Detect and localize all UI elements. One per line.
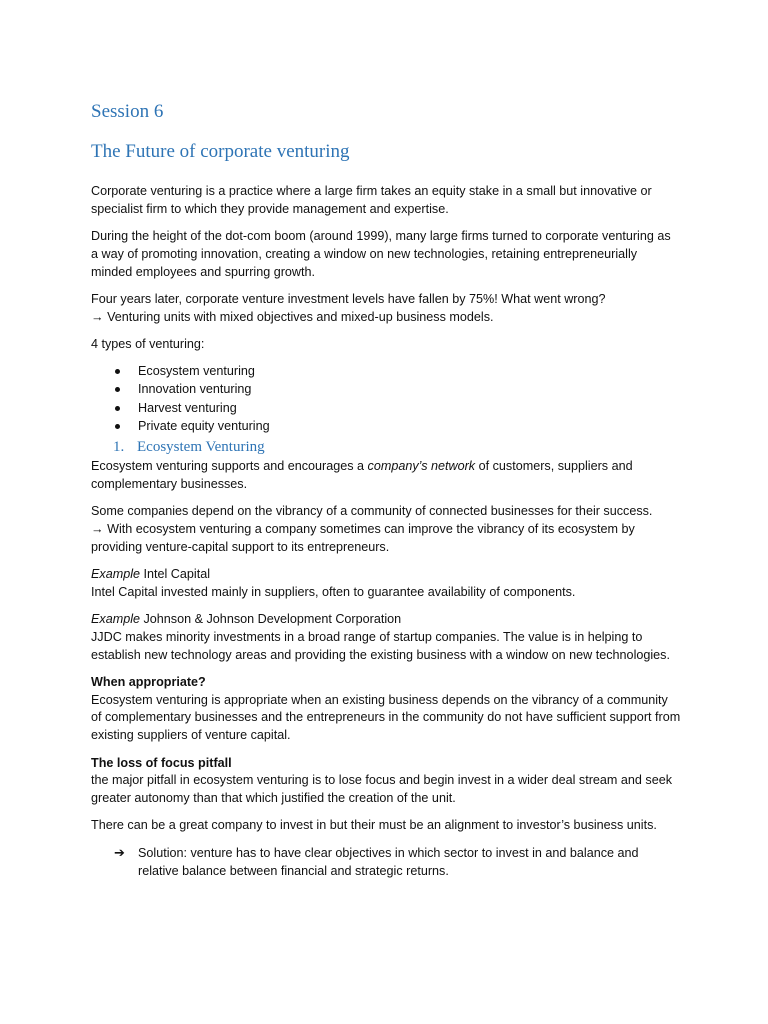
- arrow-right-icon: ➔: [114, 845, 125, 861]
- bullet-icon: [115, 369, 120, 374]
- example-label: Example: [91, 566, 140, 581]
- example-label: Example: [91, 611, 140, 626]
- loss-of-focus: [91, 755, 681, 808]
- list-item: Private equity venturing: [91, 417, 681, 436]
- company-network-emphasis: company’s network: [367, 458, 476, 473]
- when-appropriate-text: Ecosystem venturing is appropriate when an existing business depends on the vibrancy of a community of complementary businesses and the entrepreneurs in the community do not have sufficient support from existing suppliers of venture capital.: [91, 692, 681, 743]
- ecosystem-definition: Ecosystem venturing supports and encourages a company’s network of customers, suppliers and complementary businesses.: [91, 458, 633, 491]
- bullet-icon: [115, 387, 120, 392]
- intro-paragraph-2: During the height of the dot-com boom (around 1999), many large firms turned to corporate venturing as a way of promoting innovation, creating a window on new technologies, retaining entrepreneurially minded employees and spurring growth.: [91, 229, 671, 279]
- bullet-icon: [115, 406, 120, 411]
- venturing-types-list: [91, 362, 681, 436]
- document-page: [91, 100, 681, 880]
- ecosystem-vibrancy-paragraph: Some companies depend on the vibrancy of a community of connected businesses for their success. → With ecosystem venturing a company sometimes can improve the vibrancy of its ecosystem by providing venture-capital support to its entrepreneurs.: [91, 503, 653, 554]
- list-item: Ecosystem venturing: [91, 362, 681, 381]
- when-appropriate: [91, 674, 681, 745]
- loss-of-focus-heading: The loss of focus pitfall: [91, 755, 232, 770]
- alignment-paragraph: There can be a great company to invest in but their must be an alignment to investor’s business units.: [91, 818, 657, 833]
- example-jjdc: [91, 611, 681, 664]
- section-number: 1.: [113, 438, 125, 455]
- document-title: The Future of corporate venturing: [91, 141, 350, 162]
- bullet-icon: [115, 424, 120, 429]
- example-name: Johnson & Johnson Development Corporation: [140, 611, 402, 626]
- session-title: Session 6: [91, 101, 164, 122]
- intro-paragraph-1: Corporate venturing is a practice where a large firm takes an equity stake in a small but innovative or specialist firm to which they provide management and expertise.: [91, 184, 652, 216]
- solution-text: Solution: venture has to have clear objectives in which sector to invest in and balance and relative balance between financial and strategic returns.: [138, 845, 639, 878]
- example-text: Intel Capital invested mainly in suppliers, often to guarantee availability of components.: [91, 584, 576, 599]
- example-name: Intel Capital: [140, 566, 211, 581]
- types-label: 4 types of venturing:: [91, 337, 205, 352]
- list-item: Innovation venturing: [91, 380, 681, 399]
- section-heading-ecosystem: [91, 438, 681, 457]
- when-appropriate-heading: When appropriate?: [91, 674, 206, 689]
- example-text: JJDC makes minority investments in a broad range of startup companies. The value is in helping to establish new technology areas and providing the existing business with a window on new technologies.: [91, 629, 670, 662]
- intro-question: Four years later, corporate venture investment levels have fallen by 75%! What went wrong?: [91, 291, 606, 306]
- solution-item: [91, 845, 681, 881]
- intro-answer: → Venturing units with mixed objectives and mixed-up business models.: [91, 309, 494, 324]
- section-heading-text: Ecosystem Venturing: [137, 438, 265, 455]
- example-intel: [91, 566, 681, 602]
- list-item: Harvest venturing: [91, 399, 681, 418]
- intro-paragraph-3: [91, 291, 681, 327]
- loss-of-focus-text: the major pitfall in ecosystem venturing is to lose focus and begin invest in a wider deal stream and seek greater autonomy than that which justified the creation of the unit.: [91, 773, 673, 806]
